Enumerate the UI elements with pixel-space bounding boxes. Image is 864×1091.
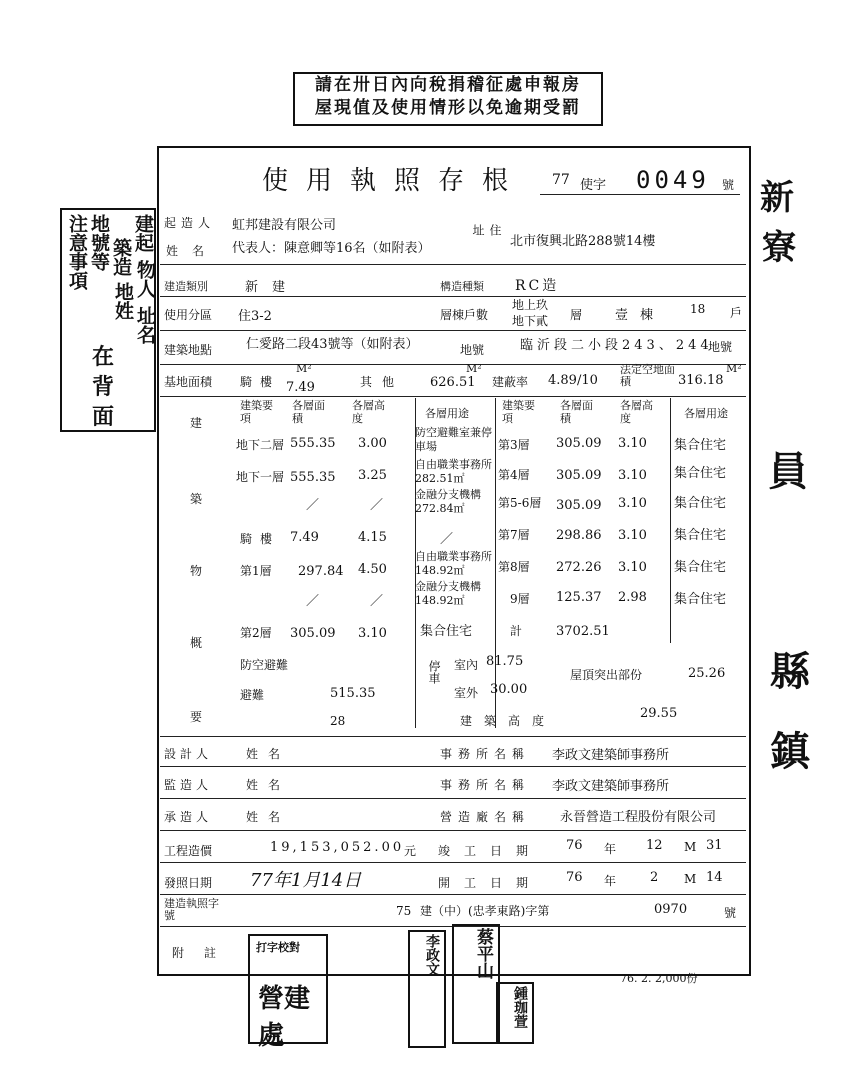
floor-area: ／ [306, 498, 320, 513]
floor-height: 3.25 [358, 468, 387, 483]
floor-area: 555.35 [290, 436, 336, 451]
right-side-char: 新 [760, 178, 794, 218]
designer-label: 設計人 [164, 747, 213, 761]
side-note-col: 地姓 [112, 282, 134, 320]
divider [160, 862, 746, 863]
legal-area: 316.18 [678, 373, 724, 388]
building-zone: 住3-2 [238, 309, 272, 324]
site-address: 仁愛路二段43號等（如附表） [246, 337, 419, 352]
other-area: 626.51 [430, 375, 476, 390]
permit-number: 0049 [636, 166, 710, 194]
indoor-label: 室內 [454, 658, 479, 672]
floor-use: ／ [440, 532, 454, 547]
address-label: 住址 [471, 224, 502, 246]
floor-use: 集合住宅 [674, 592, 727, 607]
roof-label: 屋頂突出部份 [570, 668, 643, 682]
side-note-col: 面 [92, 404, 115, 430]
floor-name: 第8層 [498, 560, 530, 574]
divider [160, 264, 746, 265]
unit-month: M [684, 840, 697, 854]
divider [160, 396, 746, 397]
roof-area: 25.26 [688, 666, 726, 681]
contractor-firm: 永晉營造工程股份有限公司 [560, 810, 717, 825]
floor-use: 集合住宅 [674, 496, 727, 511]
summary-side-label: 要 [190, 710, 203, 724]
floor-height: 3.10 [618, 496, 647, 511]
floors-ceng: 層 [570, 308, 583, 322]
floor-height: 2.98 [618, 590, 647, 605]
side-note-col: 址名 [134, 306, 156, 344]
outdoor-area: 30.00 [490, 682, 528, 697]
floor-height: ／ [370, 498, 384, 513]
divider [160, 798, 746, 799]
divider [160, 894, 746, 895]
evac-label: 避難 [240, 688, 265, 702]
unit-year: 年 [604, 874, 617, 888]
qilou-label: 騎樓 [240, 375, 281, 389]
form-title: 使用執照存根 [262, 166, 527, 196]
floor-height: 3.10 [618, 528, 647, 543]
table-header: 各層高度 [620, 399, 653, 425]
floors-below: 地下貳 [512, 314, 549, 328]
tax-notice-box [293, 72, 603, 126]
floor-use: 集合住宅 [674, 466, 727, 481]
build-permit-number: 0970 [654, 902, 688, 917]
permit-word: 使字 [580, 178, 607, 193]
floor-name: 第2層 [240, 626, 272, 640]
build-permit-hao: 號 [724, 906, 737, 920]
site-label: 建築地點 [164, 343, 213, 357]
finish-day: 31 [706, 838, 723, 853]
supervisor-label: 監造人 [164, 778, 213, 792]
side-note-col: 建起 [132, 214, 154, 252]
floor-use: 自由職業事務所282.51㎡ [415, 458, 492, 485]
office-label: 事務所名稱 [440, 778, 531, 792]
name-stamp: 鍾珈萱 [496, 982, 534, 1044]
divider [160, 736, 746, 737]
build-permit-word: 建（中）(忠孝東路)字第 [420, 904, 550, 918]
floor-name: 第5-6層 [498, 496, 542, 510]
floor-name: 第4層 [498, 468, 530, 482]
supervisor-name-label: 姓名 [246, 778, 291, 792]
floor-area: 305.09 [290, 626, 336, 641]
print-number: 76. 2. 2,000份 [620, 972, 698, 985]
finish-year: 76 [566, 838, 583, 853]
floor-name: 地下二層 [236, 438, 285, 452]
right-side-char: 員 [768, 448, 808, 495]
floor-area: 3702.51 [556, 624, 610, 639]
floor-area: 125.37 [556, 590, 602, 605]
applicant-representative: 代表人：陳意卿等16名（如附表） [232, 241, 431, 256]
right-side-char: 鎮 [770, 728, 810, 775]
floor-height: 3.10 [618, 468, 647, 483]
floor-name: 第3層 [498, 438, 530, 452]
permit-hao: 號 [722, 178, 735, 192]
permit-year: 77 [552, 172, 570, 188]
summary-side-label: 概 [190, 636, 203, 650]
floor-area: 272.26 [556, 560, 602, 575]
floor-use: 自由職業事務所148.92㎡ [415, 550, 492, 577]
proof-stamp-seal: 營建處 [258, 984, 311, 1051]
floor-height: ／ [370, 594, 384, 609]
floor-name: 計 [510, 624, 523, 638]
floors-label: 層棟戶數 [440, 308, 489, 322]
floor-height: 3.10 [358, 626, 387, 641]
name-stamp: 蔡平山 [452, 924, 500, 1044]
count-value: 28 [330, 714, 346, 728]
permit-label: 建造執照字號 [164, 897, 219, 922]
unit-year: 年 [604, 842, 617, 856]
applicant-name-label: 姓名 [166, 244, 219, 258]
outdoor-label: 室外 [454, 686, 479, 700]
table-header: 建築要項 [502, 399, 535, 425]
applicant-address: 北市復興北路288號14樓 [510, 234, 656, 249]
building-type: 新建 [245, 280, 300, 295]
floor-area: 555.35 [290, 470, 336, 485]
evac-area: 515.35 [330, 686, 376, 701]
qilou-area: 7.49 [286, 380, 315, 395]
lot-value: 臨沂段二小段243、244 [520, 338, 713, 353]
floor-area: 7.49 [290, 530, 319, 545]
ratio-label: 建蔽率 [492, 375, 529, 389]
side-note-col: 背 [92, 374, 115, 400]
area-label: 基地面積 [164, 375, 213, 389]
divider [160, 296, 746, 297]
unit-m2: M² [466, 362, 482, 375]
table-header: 各層用途 [684, 407, 728, 420]
summary-side-label: 物 [190, 564, 203, 578]
lot-label: 地號 [460, 343, 485, 357]
start-label: 開工日期 [438, 876, 543, 890]
floor-name: 第1層 [240, 564, 272, 578]
proof-stamp-label: 打字校對 [256, 941, 300, 954]
floor-area: 297.84 [298, 564, 344, 579]
name-stamp: 李政文 [408, 930, 446, 1048]
factory-label: 營造廠名稱 [440, 810, 531, 824]
floor-area: 305.09 [556, 498, 602, 513]
cost-yuan: 元 [404, 844, 417, 858]
floor-area: ／ [306, 594, 320, 609]
legal-label: 法定空地面積 [620, 363, 675, 388]
right-side-char: 寮 [762, 228, 796, 268]
table-header: 各層用途 [425, 407, 469, 420]
divider [160, 830, 746, 831]
tax-notice-line1: 請在卅日內向稅捐稽征處申報房 [315, 75, 581, 95]
side-note-left-b: 注意事項 [66, 214, 88, 290]
side-note-col: 物人 [134, 260, 156, 298]
floors-above: 地上玖 [512, 298, 549, 312]
building-structure: RC造 [515, 278, 560, 294]
floor-height: 3.00 [358, 436, 387, 451]
unit-month: M [684, 872, 697, 886]
side-note-left-a: 地號等 [88, 214, 110, 271]
table-header: 各層高度 [352, 399, 385, 425]
floor-height: 4.15 [358, 530, 387, 545]
floor-area: 305.09 [556, 436, 602, 451]
contractor-label: 承造人 [164, 810, 213, 824]
unit-hu: 戶 [730, 306, 743, 320]
unit-count: 18 [690, 302, 706, 316]
start-day: 14 [706, 870, 723, 885]
floor-use: 金融分支機構148.92㎡ [415, 580, 481, 607]
summary-side-label: 築 [190, 492, 203, 506]
floor-use: 集合住宅 [674, 528, 727, 543]
other-label: 其他 [360, 375, 405, 389]
issue-label: 發照日期 [164, 876, 213, 890]
floor-name: 9層 [510, 592, 530, 606]
side-note-col: 在 [92, 344, 115, 370]
office-label: 事務所名稱 [440, 747, 531, 761]
applicant-company: 虹邦建設有限公司 [232, 218, 337, 233]
designer-name-label: 姓名 [246, 747, 291, 761]
unit-m2: M² [726, 362, 742, 375]
floor-height: 4.50 [358, 562, 387, 577]
cost-label: 工程造價 [164, 844, 213, 858]
cost-value: 19,153,052.00 [270, 840, 405, 855]
divider [540, 194, 740, 195]
parking-label: 停車 [427, 660, 441, 684]
floor-name: 騎樓 [240, 532, 281, 546]
floor-use: 集合住宅 [674, 560, 727, 575]
applicant-label: 起造人 [164, 216, 216, 230]
floor-height: 3.10 [618, 560, 647, 575]
notes-label: 附註 [172, 946, 237, 960]
floor-use: 集合住宅 [674, 438, 727, 453]
lot-suffix: 地號 [708, 340, 733, 354]
supervisor-firm: 李政文建築師事務所 [552, 779, 670, 794]
shelter-label: 防空避難 [240, 658, 289, 672]
summary-side-label: 建 [190, 416, 203, 430]
height-label: 建築高度 [460, 714, 557, 728]
floor-area: 298.86 [556, 528, 602, 543]
divider [160, 766, 746, 767]
table-header: 建築要項 [240, 399, 273, 425]
floor-use: 金融分支機構272.84㎡ [415, 488, 481, 515]
side-note-box [60, 208, 156, 432]
divider [670, 398, 671, 643]
side-note-col: 築造 [110, 238, 132, 276]
designer-firm: 李政文建築師事務所 [552, 748, 670, 763]
type-label: 建造類別 [164, 280, 208, 293]
proof-stamp [248, 934, 328, 1051]
unit-m2: M² [296, 362, 312, 375]
table-header: 各層面積 [560, 399, 593, 425]
building-count: 壹棟 [615, 308, 666, 323]
ratio-value: 4.89/10 [548, 373, 598, 388]
contractor-name-label: 姓名 [246, 810, 291, 824]
zone-label: 使用分區 [164, 308, 213, 322]
building-height: 29.55 [640, 706, 678, 721]
finish-label: 竣工日期 [438, 844, 543, 858]
floor-height: 3.10 [618, 436, 647, 451]
floor-area: 305.09 [556, 468, 602, 483]
floor-name: 地下一層 [236, 470, 285, 484]
table-header: 各層面積 [292, 399, 325, 425]
floor-use: 防空避難室兼停車場 [415, 426, 492, 453]
finish-month: 12 [646, 838, 663, 853]
build-permit-year: 75 [396, 904, 412, 918]
start-month: 2 [650, 870, 659, 885]
tax-notice-line2: 屋現值及使用情形以免逾期受罰 [315, 98, 581, 118]
floor-name: 第7層 [498, 528, 530, 542]
indoor-area: 81.75 [486, 654, 524, 669]
start-year: 76 [566, 870, 583, 885]
floor-use: 集合住宅 [420, 624, 473, 639]
structure-label: 構造種類 [440, 280, 484, 293]
divider [160, 330, 746, 331]
right-side-char: 縣 [770, 648, 810, 695]
issue-date: 77年1月14日 [250, 870, 362, 891]
